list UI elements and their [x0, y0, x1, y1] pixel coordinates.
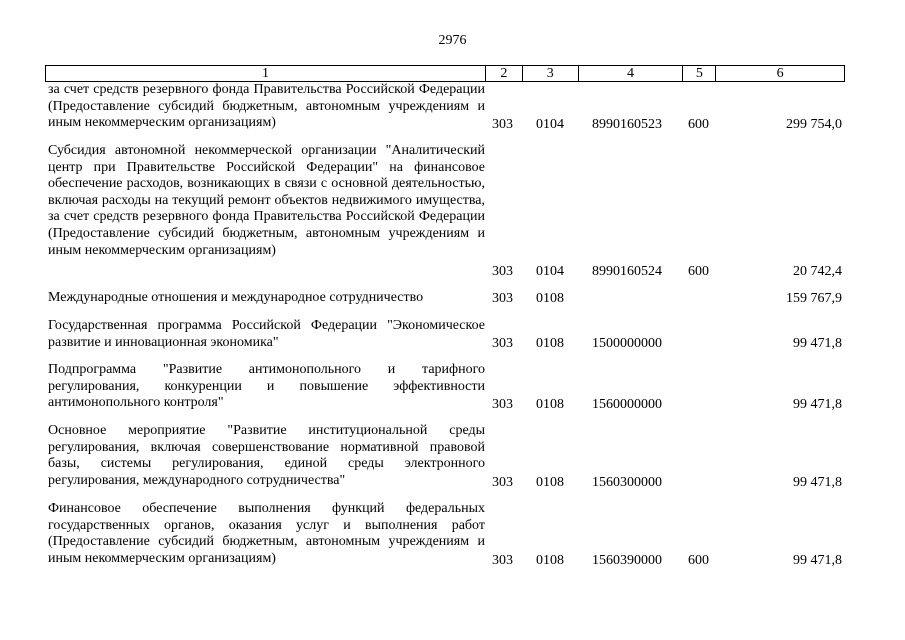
row-col-2: 303	[492, 336, 513, 352]
row-col-5: 600	[688, 553, 709, 569]
row-description: Подпрограмма "Развитие антимонопольного и тарифного регулирования, конкуренции и повышение эффективности антимонопольного контроля"	[48, 362, 485, 411]
row-col-3: 0108	[536, 291, 564, 307]
table-row	[45, 423, 845, 492]
row-col-3: 0108	[536, 553, 564, 569]
header-col-6: 6	[776, 66, 784, 81]
row-col-6: 99 471,8	[793, 336, 842, 352]
row-description: Государственная программа Российской Федерации "Экономическое развитие и инновационная экономика"	[48, 318, 485, 350]
row-col-2: 303	[492, 475, 513, 491]
table-row	[45, 501, 845, 570]
header-col-5: 5	[683, 66, 716, 81]
row-col-3: 0104	[536, 264, 564, 280]
row-col-3: 0108	[536, 475, 564, 491]
row-col-3: 0108	[536, 336, 564, 352]
header-col-3: 3	[523, 66, 579, 81]
table-row	[45, 143, 845, 281]
page-number: 2976	[438, 33, 467, 48]
header-col-4: 4	[579, 66, 684, 81]
row-description: Основное мероприятие "Развитие институциональной среды регулирования, включая совершенствование нормативной правовой базы, системы регулирования, единой среды электронного регулирования, международного сотрудничества"	[48, 423, 485, 488]
row-col-5: 600	[688, 117, 709, 133]
row-col-4: 1560000000	[592, 397, 662, 413]
row-col-6: 99 471,8	[793, 397, 842, 413]
table-row	[45, 318, 845, 353]
row-description: Финансовое обеспечение выполнения функций федеральных государственных органов, оказания услуг и выполнения работ (Предоставление субсидий бюджетным, автономным учреждениям и иным некоммерческим организациям)	[48, 501, 485, 566]
table-row	[45, 290, 845, 308]
row-col-4: 1560390000	[592, 553, 662, 569]
row-col-2: 303	[492, 291, 513, 307]
row-col-4: 8990160523	[592, 117, 662, 133]
header-col-1: 1	[46, 66, 486, 81]
table-header	[45, 65, 845, 82]
row-col-4: 1500000000	[592, 336, 662, 352]
row-description: Субсидия автономной некоммерческой организации "Аналитический центр при Правительстве Российской Федерации" на финансовое обеспечение расходов, возникающих в связи с основной деятельностью, включая расходы на текущий ремонт объектов недвижимого имущества, за счет средств резервного фонда Правительства Российской Федерации (Предоставление субсидий бюджетным, автономным учреждениям и иным некоммерческим организациям)	[48, 143, 485, 258]
row-col-2: 303	[492, 397, 513, 413]
row-col-6: 299 754,0	[786, 117, 842, 133]
row-col-4: 8990160524	[592, 264, 662, 280]
row-col-3: 0104	[536, 117, 564, 133]
row-description: Международные отношения и международное сотрудничество	[48, 290, 424, 305]
row-col-2: 303	[492, 553, 513, 569]
row-col-6: 99 471,8	[793, 475, 842, 491]
row-col-6: 99 471,8	[793, 553, 842, 569]
row-col-6: 20 742,4	[793, 264, 842, 280]
table-row	[45, 82, 845, 134]
row-description: за счет средств резервного фонда Правительства Российской Федерации (Предоставление субсидий бюджетным, автономным учреждениям и иным некоммерческим организациям)	[48, 82, 485, 131]
header-col-2: 2	[486, 66, 523, 81]
row-col-5: 600	[688, 264, 709, 280]
row-col-6: 159 767,9	[786, 291, 842, 307]
row-col-2: 303	[492, 117, 513, 133]
row-col-4: 1560300000	[592, 475, 662, 491]
row-col-2: 303	[492, 264, 513, 280]
row-col-3: 0108	[536, 397, 564, 413]
table-row	[45, 362, 845, 414]
